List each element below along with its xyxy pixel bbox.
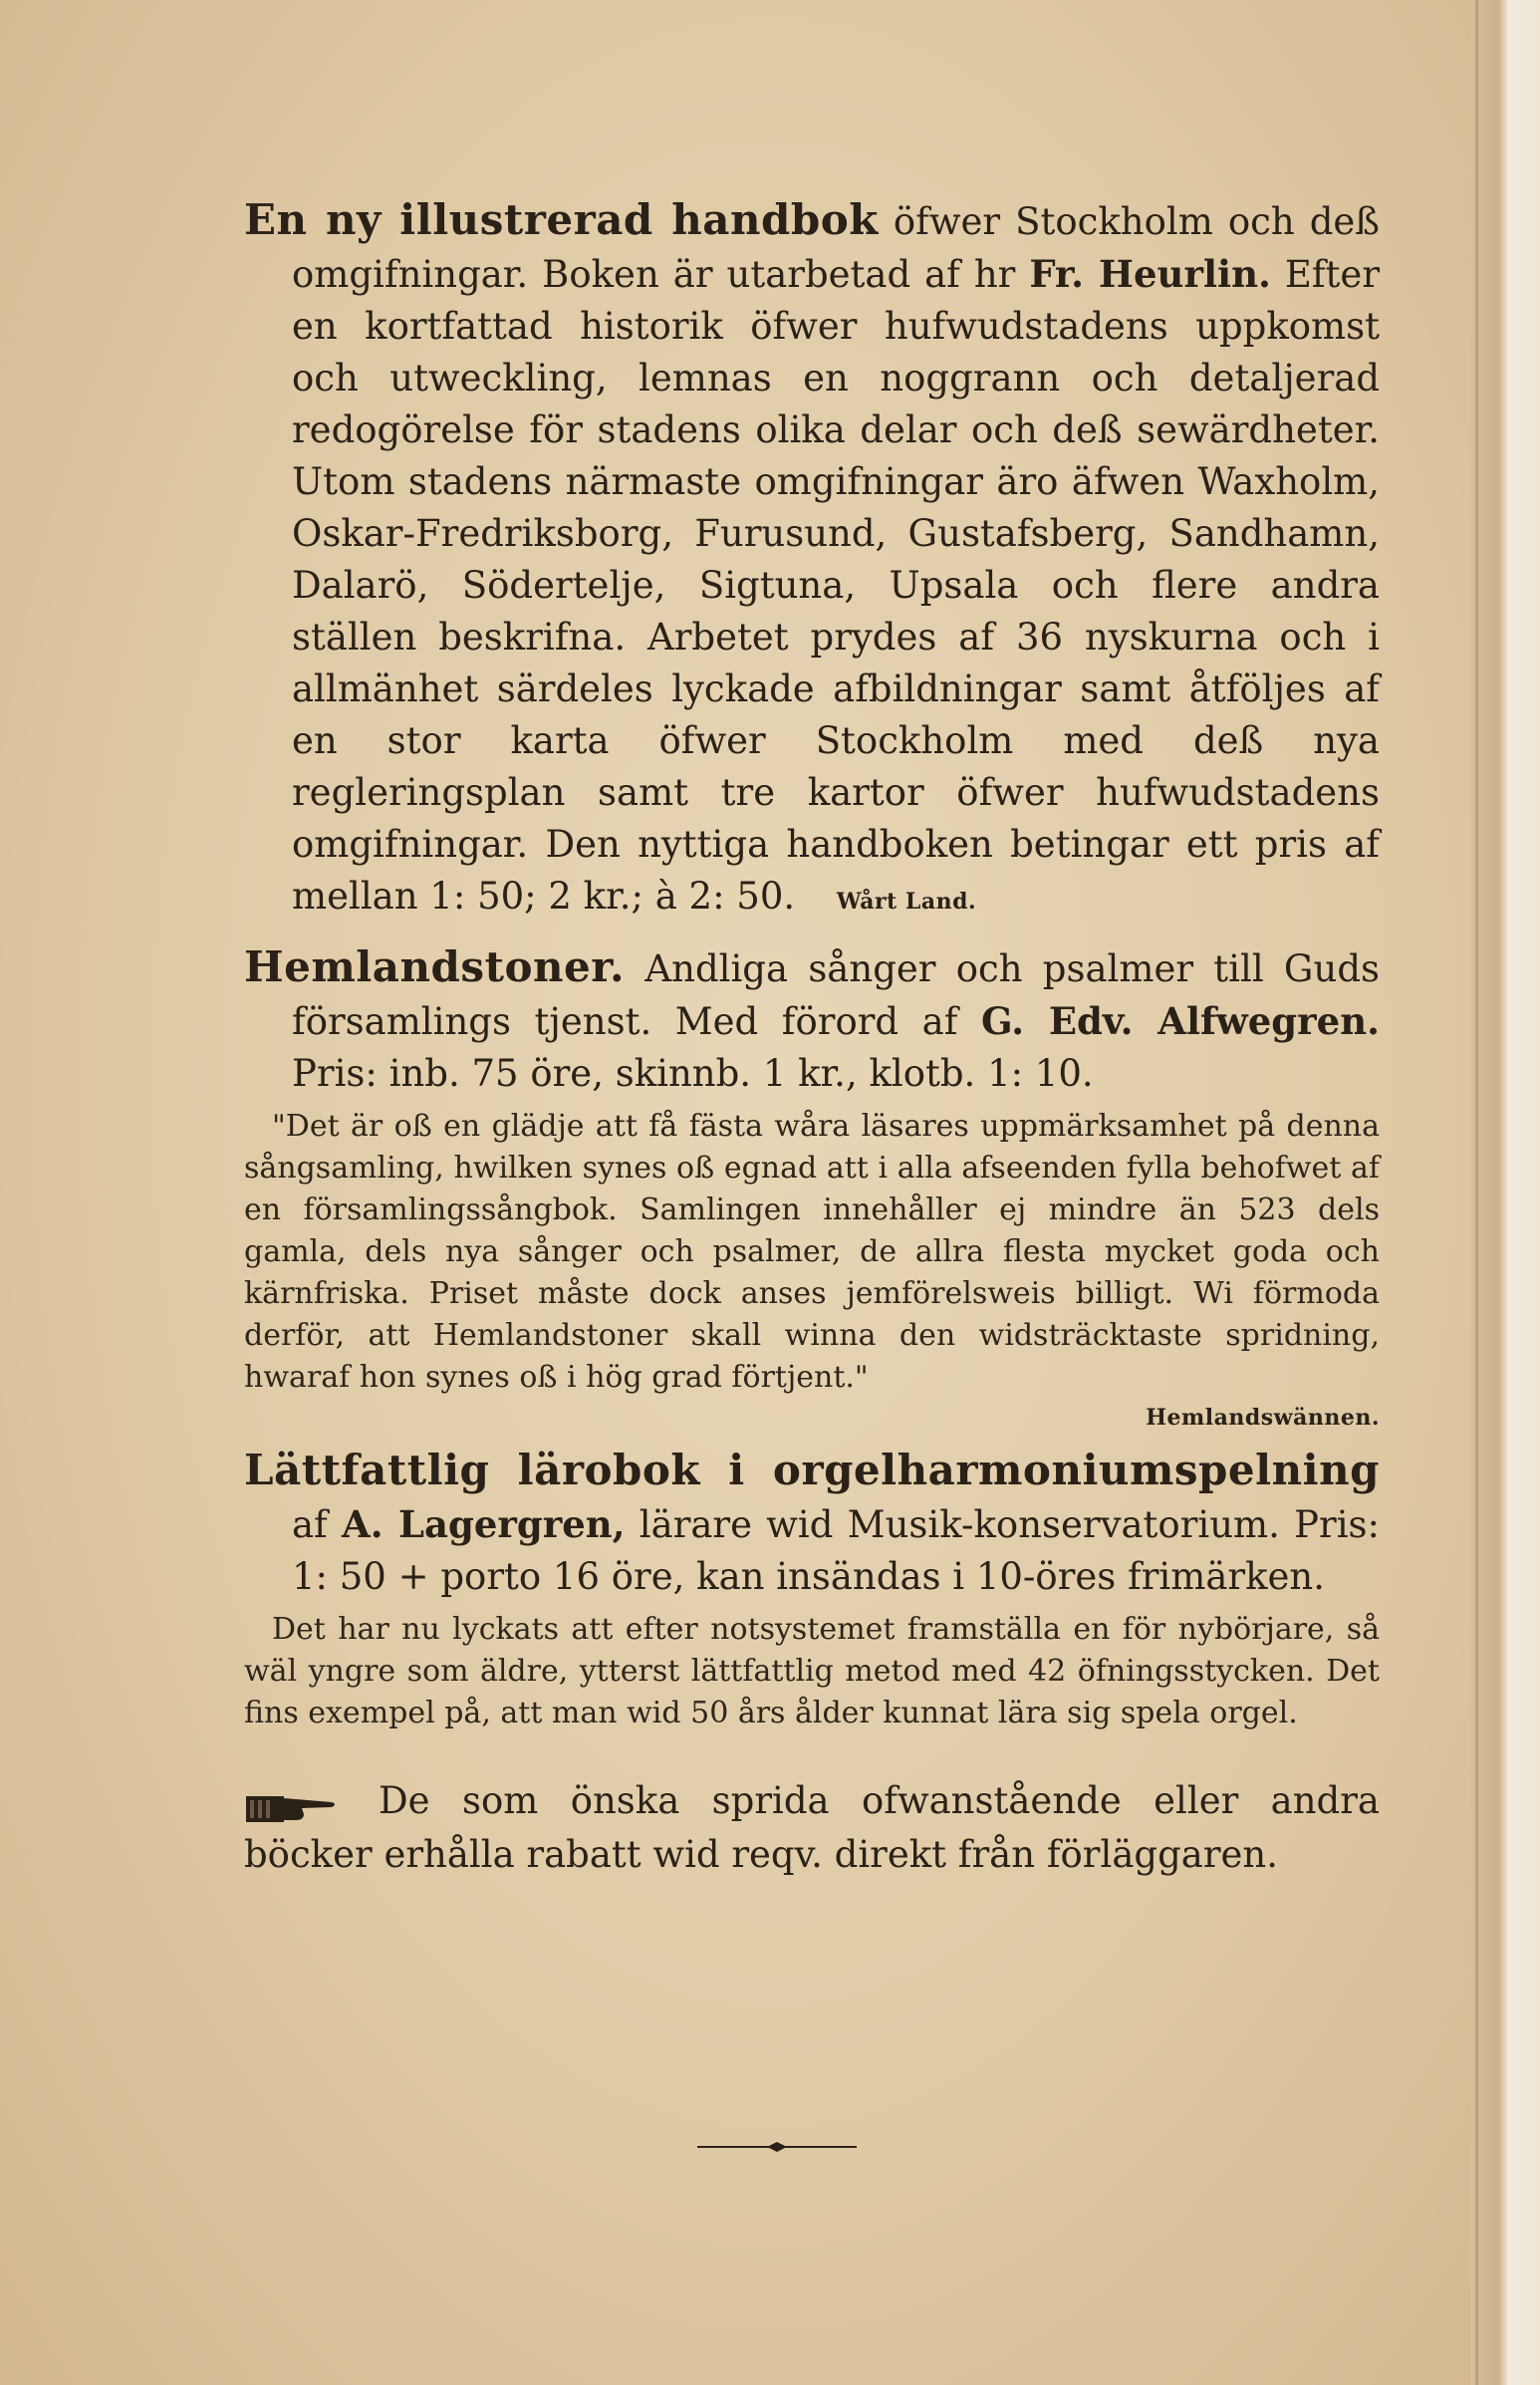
publisher-note — [244, 1774, 1380, 1882]
spacer — [244, 1734, 1380, 1774]
entry-author: Fr. Heurlin. — [1029, 252, 1271, 296]
entry-text: lärare wid Musik-konservatorium. Pris: 1: 50 + porto 16 öre, kan insändas i 10-öres frimärken. — [292, 1503, 1380, 1598]
entry-text: Pris: inb. 75 öre, skinnb. 1 kr., klotb. 1: 10. — [292, 1052, 1094, 1095]
end-ornament-rule — [697, 2140, 857, 2154]
entry-source: Wårt Land. — [836, 889, 977, 915]
entry-text: af — [292, 1503, 328, 1546]
entry-handbok — [244, 194, 1380, 928]
entry-author: A. Lagergren, — [342, 1502, 626, 1546]
entry-quote: Det har nu lyckats att efter notsystemet framställa en för nybörjare, så wäl yngre som äldre, ytterst lättfattlig metod med 42 öfningsstycken. Det fins exempel på, att man wid 50 års ålder kunnat lära sig spela orgel. — [244, 1612, 1380, 1730]
spine-shadow-line — [1475, 0, 1478, 2385]
entry-larobok — [244, 1445, 1380, 1603]
spacer — [244, 1431, 1380, 1445]
entry-title: Lättfattlig lärobok i orgelharmoniumspelning — [244, 1446, 1380, 1494]
entry-text: Andliga sånger och psalmer till Guds församlings tjenst. Med förord af — [292, 947, 1380, 1043]
spacer — [244, 928, 1380, 941]
entry-text: Efter en kortfattad historik öfwer hufwudstadens uppkomst och utweckling, lemnas en noggrann och detaljerad redogörelse för stadens olika delar och deß sewärdheter. Utom stadens närmaste omgifningar äro äfwen Waxholm, Oskar-Fredriksborg, Furusund, Gustafsberg, Sandhamn, Dalarö, Södertelje, Sigtuna, Upsala och flere andra ställen beskrifna. Arbetet prydes af 36 nyskurna och i allmänhet särdeles lyckade afbildningar samt åtföljes af en stor karta öfwer Stockholm med deß nya regleringsplan samt tre kartor öfwer hufwudstadens omgifningar. Den nyttiga handboken betingar ett pris af mellan 1: 50; 2 kr.; à 2: 50. — [292, 253, 1380, 918]
entry-quote: "Det är oß en glädje att få fästa wåra läsares uppmärksamhet på denna sångsamling, hwilken synes oß egnad att i alla afseenden fylla behofwet af en församlingssångbok. Samlingen innehåller ej mindre än 523 dels gamla, dels nya sånger och psalmer, de allra flesta mycket goda och kärnfriska. Priset måste dock anses jemförelsweis billigt. Wi förmoda derför, att Hemlandstoner skall winna den widsträcktaste spridning, hwaraf hon synes oß i hög grad förtjent." — [244, 1109, 1380, 1395]
advertisement-column — [244, 194, 1380, 1882]
publisher-note-text: De som önska sprida ofwanstående eller andra böcker erhålla rabatt wid reqv. direkt från förläggaren. — [244, 1779, 1380, 1876]
page-spine-edge — [1470, 0, 1540, 2385]
entry-title: Hemlandstoner. — [244, 942, 626, 991]
pointing-hand-icon — [244, 1787, 339, 1821]
entry-source: Hemlandswännen. — [1146, 1405, 1380, 1431]
entry-text: öfwer Stockholm och deß omgifningar. Boken är utarbetad af hr — [292, 200, 1380, 296]
entry-title: En ny illustrerad handbok — [244, 195, 879, 244]
entry-hemlandstoner — [244, 941, 1380, 1100]
entry-author: G. Edv. Alfwegren. — [980, 999, 1380, 1043]
